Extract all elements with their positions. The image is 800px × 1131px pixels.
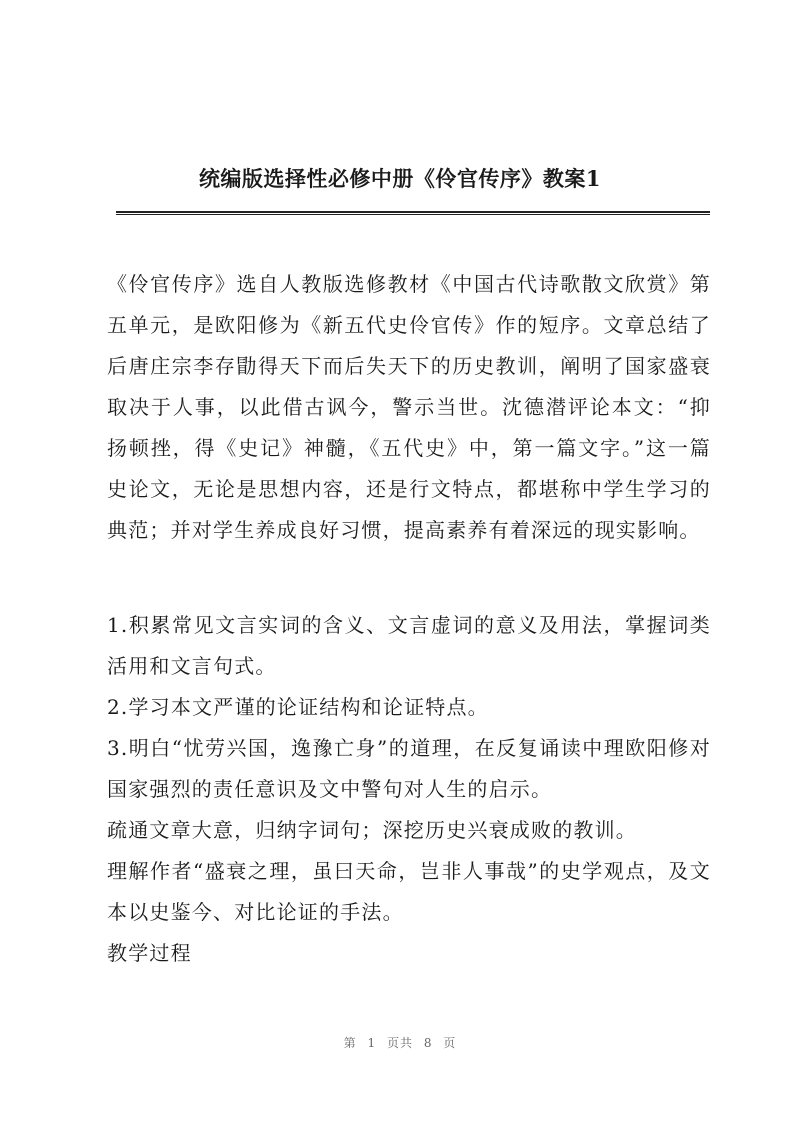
difficult-point-paragraph: 理解作者“盛衰之理，虽曰天命，岂非人事哉”的史学观点，及文本以史鉴今、对比论证的手法。 bbox=[107, 859, 711, 924]
page-footer bbox=[0, 1034, 800, 1051]
document-title: 统编版选择性必修中册《伶官传序》教案1 bbox=[198, 166, 602, 191]
objective-item-1: 1.积累常见文言实词的含义、文言虚词的意义及用法，掌握词类活用和文言句式。 bbox=[107, 613, 711, 678]
objective-item-3: 3.明白“忧劳兴国，逸豫亡身”的道理，在反复诵读中理欧阳修对国家强烈的责任意识及文中警句对人生的启示。 bbox=[107, 736, 711, 801]
footer-prefix: 第 bbox=[343, 1036, 357, 1050]
title-underline bbox=[116, 211, 710, 213]
title-underline-thin bbox=[116, 214, 710, 215]
intro-paragraph: 《伶官传序》选自人教版选修教材《中国古代诗歌散文欣赏》第五单元，是欧阳修为《新五代史伶官传》作的短序。文章总结了后唐庄宗李存勖得天下而后失天下的历史教训，阐明了国家盛衰取决于人事，以此借古讽今，警示当世。沈德潜评论本文：“抑扬顿挫，得《史记》神髓，《五代史》中，第一篇文字。”这一篇史论文，无论是思想内容，还是行文特点，都堪称中学生学习的典范；并对学生养成良好习惯，提高素养有着深远的现实影响。 bbox=[107, 272, 711, 542]
section-heading: 教学过程 bbox=[107, 941, 192, 965]
footer-middle: 页共 bbox=[386, 1036, 413, 1050]
key-point-paragraph: 疏通文章大意，归纳字词句；深挖历史兴衰成败的教训。 bbox=[107, 818, 637, 842]
footer-suffix: 页 bbox=[443, 1036, 457, 1050]
objective-item-2: 2.学习本文严谨的论证结构和论证特点。 bbox=[107, 695, 489, 719]
footer-total-pages: 8 bbox=[423, 1036, 433, 1050]
footer-page-number: 1 bbox=[367, 1036, 377, 1050]
